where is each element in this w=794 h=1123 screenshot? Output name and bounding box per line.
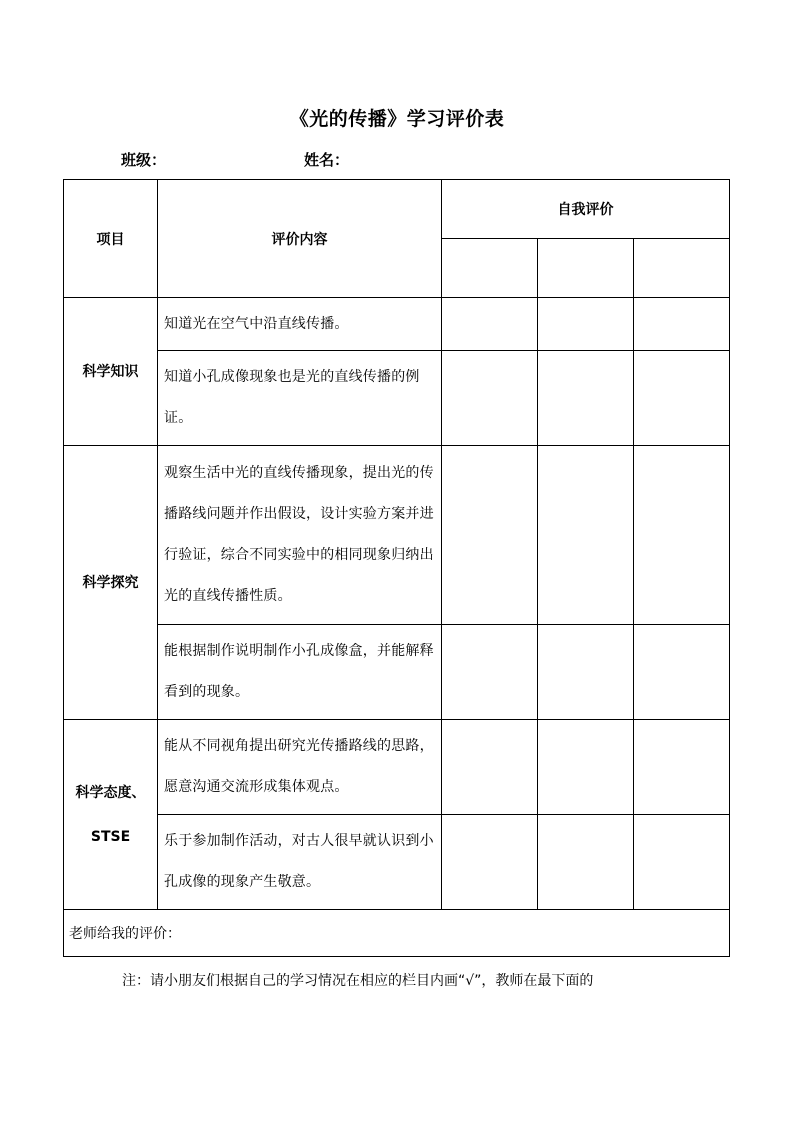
self-eval-cell[interactable] bbox=[538, 446, 634, 625]
table-row bbox=[64, 446, 730, 625]
self-eval-cell[interactable] bbox=[538, 720, 634, 815]
category-name-line1: 科学态度、 bbox=[75, 784, 146, 801]
criterion-text: 观察生活中光的直线传播现象，提出光的传播路线问题并作出假设，设计实验方案并进行验证，综合不同实验中的相同现象归纳出光的直线传播性质。 bbox=[158, 446, 442, 625]
self-eval-cell[interactable] bbox=[442, 815, 538, 910]
teacher-evaluation[interactable]: 老师给我的评价： bbox=[64, 910, 730, 957]
category-name-line2: STSE bbox=[90, 828, 131, 845]
self-eval-cell[interactable] bbox=[442, 351, 538, 446]
self-eval-cell[interactable] bbox=[634, 239, 730, 298]
evaluation-table bbox=[63, 179, 730, 957]
header-row-top bbox=[64, 180, 730, 239]
self-eval-cell[interactable] bbox=[442, 625, 538, 720]
header-item: 项目 bbox=[64, 180, 158, 298]
criterion-text: 能从不同视角提出研究光传播路线的思路，愿意沟通交流形成集体观点。 bbox=[158, 720, 442, 815]
name-label: 姓名： bbox=[304, 151, 350, 169]
category-science-inquiry: 科学探究 bbox=[64, 446, 158, 720]
self-eval-cell[interactable] bbox=[634, 625, 730, 720]
table-row bbox=[64, 298, 730, 351]
header-self-eval: 自我评价 bbox=[442, 180, 730, 239]
table-row bbox=[64, 625, 730, 720]
self-eval-cell[interactable] bbox=[634, 298, 730, 351]
criterion-text: 知道光在空气中沿直线传播。 bbox=[158, 298, 442, 351]
criterion-text: 知道小孔成像现象也是光的直线传播的例证。 bbox=[158, 351, 442, 446]
self-eval-cell[interactable] bbox=[538, 815, 634, 910]
table-row bbox=[64, 720, 730, 815]
footnote: 注：请小朋友们根据自己的学习情况在相应的栏目内画“√”，教师在最下面的 bbox=[122, 973, 594, 989]
self-eval-cell[interactable] bbox=[442, 239, 538, 298]
criterion-text: 乐于参加制作活动，对古人很早就认识到小孔成像的现象产生敬意。 bbox=[158, 815, 442, 910]
table-row bbox=[64, 815, 730, 910]
category-science-attitude bbox=[64, 720, 158, 910]
self-eval-cell[interactable] bbox=[634, 446, 730, 625]
category-science-knowledge: 科学知识 bbox=[64, 298, 158, 446]
class-label: 班级： bbox=[121, 151, 167, 169]
self-eval-cell[interactable] bbox=[442, 298, 538, 351]
table-row bbox=[64, 351, 730, 446]
self-eval-cell[interactable] bbox=[634, 720, 730, 815]
self-eval-cell[interactable] bbox=[538, 239, 634, 298]
self-eval-cell[interactable] bbox=[442, 446, 538, 625]
self-eval-cell[interactable] bbox=[538, 298, 634, 351]
page-title: 《光的传播》学习评价表 bbox=[289, 108, 505, 130]
header-content: 评价内容 bbox=[158, 180, 442, 298]
self-eval-cell[interactable] bbox=[634, 351, 730, 446]
teacher-row bbox=[64, 910, 730, 957]
criterion-text: 能根据制作说明制作小孔成像盒，并能解释看到的现象。 bbox=[158, 625, 442, 720]
self-eval-cell[interactable] bbox=[634, 815, 730, 910]
self-eval-cell[interactable] bbox=[538, 351, 634, 446]
self-eval-cell[interactable] bbox=[442, 720, 538, 815]
self-eval-cell[interactable] bbox=[538, 625, 634, 720]
